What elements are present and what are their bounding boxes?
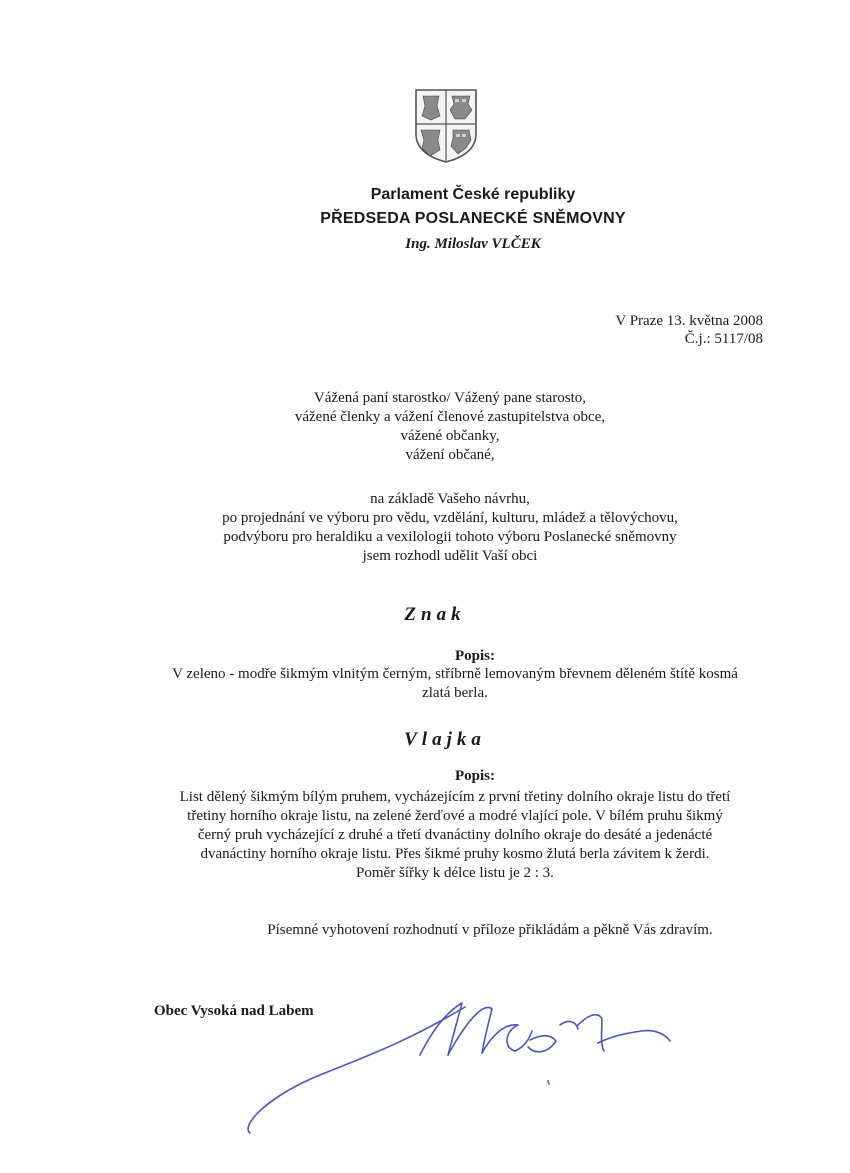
flag-description-line: Poměr šířky k délce listu je 2 : 3. bbox=[356, 865, 554, 881]
flag-description-line: třetiny horního okraje listu, na zelené žerďové a modré vlající pole. V bílém pruhu šikmý bbox=[187, 808, 723, 824]
place-date: V Praze 13. května 2008 bbox=[615, 313, 763, 329]
handwritten-signature bbox=[230, 985, 700, 1145]
intro-line: podvýboru pro heraldiku a vexilologii tohoto výboru Poslanecké sněmovny bbox=[223, 529, 677, 545]
salutation-line: Vážená paní starostko/ Vážený pane starosto, bbox=[313, 390, 587, 406]
office-title: PŘEDSEDA POSLANECKÉ SNĚMOVNY bbox=[320, 210, 626, 227]
flag-description-label: Popis: bbox=[454, 768, 495, 784]
flag-description-line: List dělený šikmým bílým pruhem, vycházejícím z první třetiny dolního okraje listu do třetí bbox=[179, 789, 731, 805]
intro-line: po projednání ve výboru pro vědu, vzdělání, kulturu, mládež a tělovýchovu, bbox=[222, 510, 678, 526]
emblem-description-line: zlatá berla. bbox=[422, 685, 488, 701]
sender-name: Ing. Miloslav VLČEK bbox=[405, 236, 541, 252]
emblem-heading: Znak bbox=[404, 604, 466, 625]
flag-description-line: dvanáctiny horního okraje listu. Přes šikmé pruhy kosmo žlutá berla závitem k žerdi. bbox=[200, 846, 710, 862]
intro-line: na základě Vašeho návrhu, bbox=[370, 491, 530, 507]
coat-of-arms-emblem bbox=[414, 88, 478, 164]
salutation-line: vážení občané, bbox=[405, 447, 495, 463]
flag-description-line: černý pruh vycházející z druhé a třetí dvanáctiny dolního okraje do desáté a jedenácté bbox=[197, 827, 713, 843]
salutation-line: vážené občanky, bbox=[400, 428, 500, 444]
closing-sentence: Písemné vyhotovení rozhodnutí v příloze přikládám a pěkně Vás zdravím. bbox=[267, 922, 713, 938]
intro-paragraph bbox=[100, 490, 800, 566]
reference-number: Č.j.: 5117/08 bbox=[684, 331, 763, 347]
institution-name: Parlament České republiky bbox=[370, 186, 576, 203]
emblem-description-line: V zeleno - modře šikmým vlnitým černým, stříbrně lemovaným břevnem děleném štítě kosmá bbox=[172, 666, 738, 682]
salutation bbox=[100, 389, 800, 465]
recipient-name: Obec Vysoká nad Labem bbox=[154, 1003, 314, 1019]
salutation-line: vážené členky a vážení členové zastupitelstva obce, bbox=[294, 409, 606, 425]
emblem-description-label: Popis: bbox=[454, 648, 495, 664]
date-reference-block bbox=[520, 312, 763, 348]
flag-description bbox=[140, 788, 770, 883]
emblem-description bbox=[130, 665, 780, 703]
intro-line: jsem rozhodl udělit Vaší obci bbox=[362, 548, 538, 564]
flag-heading: Vlajka bbox=[404, 729, 486, 750]
